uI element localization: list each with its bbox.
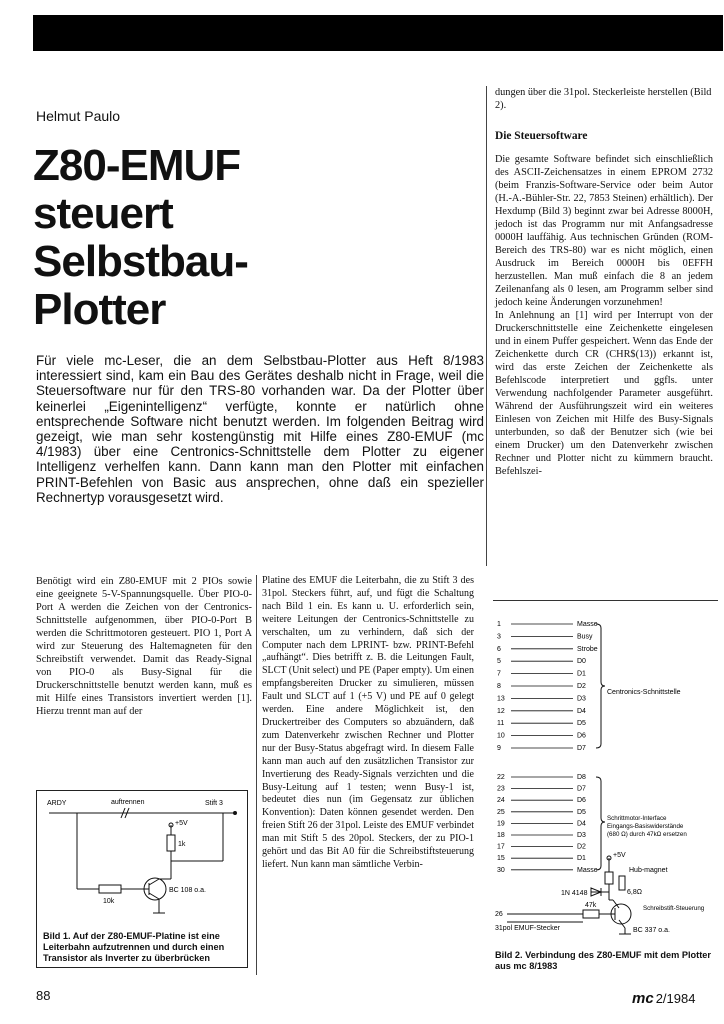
fig1-ardy-label: ARDY xyxy=(47,800,67,807)
fig2-vcc-label: +5V xyxy=(613,852,626,859)
fig2-g1-signal-8: D5 xyxy=(577,720,586,728)
section-heading: Die Steuersoftware xyxy=(495,130,588,142)
fig2-g1-pin-5: 8 xyxy=(497,683,501,690)
fig1-r2-label: 10k xyxy=(103,898,115,905)
column-divider-right xyxy=(486,86,487,566)
column-3-text-2: In Anlehnung an [1] wird per Interrupt von der Druckerschnittstelle eine Zeichenkette eingelesen und in einem Puffer gespeichert. Wenn das Ende der Zeichenkette durch CR (CHR$(13)) erkannt ist, wird das erste Zeichen der Zeichenkette als Befehlscode interpretiert und ggfls. unter Verwendung nachfolgender Parameter ausgeführt. Während der Ausführungszeit wird ein weiteres Einlesen von Zeichen mit Hilfe des Busy-Signals unterbunden, so daß der Benutzer sich (wie bei einem Drucker) um den Datenverkehr zwischen Rechner und Plotter nicht zu kümmern braucht. Befehlszei- xyxy=(495,310,713,477)
fig2-g1-signal-10: D7 xyxy=(577,745,586,752)
fig2-g2-pin-4: 19 xyxy=(497,820,505,828)
fig2-r1-label: 6,8Ω xyxy=(627,889,642,896)
fig2-g2-pin-2: 24 xyxy=(497,797,505,805)
fig2-g1-pin-3: 5 xyxy=(497,658,501,666)
column-1-text: Benötigt wird ein Z80-EMUF mit 2 PIOs sowie eine geeignete 5-V-Spannungsquelle. Über PIO-0-Port A werden die Zeichen von der Centronics-Schnittstelle aufgenommen, über PIO-0-Port B werden die Schrittmotoren gesteuert. PIO 1, Port A wird zur Steuerung des Haltemagneten für den Schreibstift verwendet. Damit das Ready-Signal von PIO-0 als Busy-Signal für die Druckerschnittstelle benutzt werden kann, muß es mit Hilfe eines Transistors invertiert werden [1]. Hierzu trennt man auf der xyxy=(36,576,252,717)
column-1 xyxy=(36,575,252,718)
column-3-intro: dungen über die 31pol. Steckerleiste herstellen (Bild 2). xyxy=(495,87,712,111)
fig2-g1-signal-2: Strobe xyxy=(577,645,598,653)
fig2-g2-pin-1: 23 xyxy=(497,785,505,793)
figure-2-group-2 xyxy=(497,774,598,874)
figure-2-schematic xyxy=(493,610,721,945)
fig2-g2-pin-5: 18 xyxy=(497,832,505,839)
fig2-g1-pin-10: 9 xyxy=(497,745,501,752)
figure-1 xyxy=(36,790,248,968)
fig2-g2-pin-6: 17 xyxy=(497,843,505,851)
fig2-g1-signal-1: Busy xyxy=(577,633,593,641)
magazine-issue xyxy=(632,990,695,1007)
column-3-text: Die gesamte Software befindet sich einschließlich des ASCII-Zeichensatzes in einem EPROM 2732 (beim Franzis-Software-Service oder beim Autor (H.-A.-Bühler-Str. 22, 7853 Steinen) erhältlich). Der Hexdump (Bild 3) beginnt zwar bei Adresse 8000H, jedoch ist das Programm nur mit Anfangsadresse 0000H lauffähig. Aus technischen Gründen (ROM-Bereich des TRS-80) war es nicht möglich, einen Ausdruck im Bereich 0000H bis 0EFFH herzustellen. Man muß einfach die 8 an jedem Zeilenanfang als 0 lesen, am Programm selber sind jedoch keine Änderungen vorzunehmen! xyxy=(495,154,713,308)
fig2-g1-signal-9: D6 xyxy=(577,732,586,740)
column-3 xyxy=(495,86,713,478)
fig2-g2-pin-3: 25 xyxy=(497,808,505,816)
fig2-g1-signal-6: D3 xyxy=(577,695,586,703)
figure-2-rule xyxy=(493,600,718,601)
fig2-g2-signal-4: D4 xyxy=(577,820,586,828)
fig2-g2-signal-1: D7 xyxy=(577,785,586,793)
fig2-g1-signal-5: D2 xyxy=(577,683,586,690)
fig2-magnet-label: Hub-magnet xyxy=(629,867,668,874)
figure-1-schematic xyxy=(37,791,249,931)
fig1-pin-label: Stift 3 xyxy=(205,800,223,807)
fig2-g1-signal-7: D4 xyxy=(577,707,586,715)
fig2-g1-pin-2: 6 xyxy=(497,645,501,653)
title-line-1: Z80-EMUF xyxy=(33,141,241,190)
fig2-diode-label: 1N 4148 xyxy=(561,890,588,897)
fig2-g2-pin-7: 15 xyxy=(497,855,505,863)
fig2-g1-pin-0: 1 xyxy=(497,621,501,628)
column-divider xyxy=(256,575,257,975)
fig2-g1-pin-6: 13 xyxy=(497,695,505,703)
fig2-pin26-label: 26 xyxy=(495,911,503,918)
fig2-group2-label-2: Eingangs-Basiswiderstände xyxy=(607,823,684,830)
fig2-g1-pin-1: 3 xyxy=(497,633,501,641)
author-name: Helmut Paulo xyxy=(36,108,121,124)
fig2-g2-signal-5: D3 xyxy=(577,832,586,839)
fig2-g1-pin-9: 10 xyxy=(497,732,505,740)
fig2-g1-pin-8: 11 xyxy=(497,720,505,728)
fig1-r1-label: 1k xyxy=(178,841,186,848)
fig2-g2-signal-6: D2 xyxy=(577,843,586,851)
fig2-g2-pin-8: 30 xyxy=(497,866,505,874)
fig2-g2-signal-0: D8 xyxy=(577,774,586,781)
fig1-cut-label: auftrennen xyxy=(111,799,145,806)
fig2-g2-pin-0: 22 xyxy=(497,774,505,781)
fig2-g1-pin-4: 7 xyxy=(497,670,501,678)
column-2 xyxy=(262,575,474,872)
header-bar xyxy=(33,15,723,51)
fig2-g2-signal-2: D6 xyxy=(577,797,586,805)
fig2-g1-pin-7: 12 xyxy=(497,707,505,715)
fig2-group2-label-1: Schrittmotor-Interface xyxy=(607,815,667,822)
fig2-r2-label: 47k xyxy=(585,902,597,909)
fig1-vcc-label: +5V xyxy=(175,820,188,827)
title-line-3: Selbstbau- xyxy=(33,237,248,286)
figure-2-group-1 xyxy=(497,621,598,752)
fig2-g2-signal-3: D5 xyxy=(577,808,586,816)
magazine-logo: mc xyxy=(632,990,654,1007)
fig2-g2-signal-7: D1 xyxy=(577,855,586,863)
figure-1-caption: Bild 1. Auf der Z80-EMUF-Platine ist eine Leiterbahn aufzutrennen und durch einen Transistor als Inverter zu überbrücken xyxy=(43,931,225,963)
fig2-g1-signal-0: Masse xyxy=(577,621,598,628)
column-2-text: Platine des EMUF die Leiterbahn, die zu Stift 3 des 31pol. Steckers führt, auf, und fügt die Schaltung nach Bild 1 ein. Es kann u. U. erforderlich sein, weitere Leitungen der Centronics-Schnittstelle zu verschalten, um zu verhindern, daß sich der Computer nach dem LPRINT- bzw. PRINT-Befehl „aufhängt“. Dies betrifft z. B. die Leitungen Fault, SLCT (Unit select) und PE (Paper empty). Um einen empfangsbereiten Drucker zu simulieren, müssen Fault und SLCT auf 1 (+5 V) und PE auf 0 gelegt werden. Eine andere Möglichkeit ist, den Druckertreiber des Computers so abzuändern, daß zum Datenverkehr zwischen Rechner und Plotter nur der Busy-Status abgefragt wird. In diesem Falle kann man auch auf den zusätzlichen Transistor zur Invertierung des Ready-Signals verzichten und die Busy-Leitung auf 1 testen; wenn Busy-1 ist, bedeutet dies nun (im Gegensatz zur üblichen Konvention): Daten können gesendet werden. Den freien Stift 26 der 31pol. Leiste des EMUF verbindet man mit Stift 5 des 20pol. Steckers, der zu PIO-1 gehört und das Bit A0 für die Schreibstiftsteuerung liefert. Nun kann man sämtliche Verbin- xyxy=(262,575,474,870)
fig2-group2-label-3: (680 Ω) durch 47kΩ ersetzen xyxy=(607,831,687,838)
lead-paragraph: Für viele mc-Leser, die an dem Selbstbau-Plotter aus Heft 8/1983 interessiert sind, kam ein Bau des Gerätes deshalb nicht in Frage, weil die Steuersoftware nur für den TRS-80 vorhanden war. Da der Plotter über keinerlei „Eigenintelligenz“ verfügte, konnte er natürlich ohne entsprechende Software nicht benutzt werden. Im folgenden Beitrag wird gezeigt, wie man sehr kostengünstig mit Hilfe eines Z80-EMUF (mc 4/1983) über eine Centronics-Schnittstelle dem Plotter zu eigener Intelligenz verhelfen kann. Dann kann man den Plotter mit einfachen PRINT-Befehlen von Basic aus ansprechen, ohne daß ein spezieller Rechnertyp vorausgesetzt wird. xyxy=(36,353,484,505)
fig2-connector-label: 31pol EMUF-Stecker xyxy=(495,925,560,932)
title-line-4: Plotter xyxy=(33,285,166,334)
fig2-g1-signal-3: D0 xyxy=(577,658,586,666)
issue-number: 2/1984 xyxy=(655,991,696,1006)
article-title xyxy=(33,142,363,334)
fig2-g1-signal-4: D1 xyxy=(577,670,586,678)
fig2-transistor-label: BC 337 o.a. xyxy=(633,927,670,934)
title-line-2: steuert xyxy=(33,189,173,238)
figure-2-caption: Bild 2. Verbindung des Z80-EMUF mit dem Plotter aus mc 8/1983 xyxy=(495,950,711,971)
page-number: 88 xyxy=(36,988,51,1003)
fig2-g2-signal-8: Masse xyxy=(577,866,598,874)
fig2-pen-label: Schreibstift-Steuerung xyxy=(643,905,705,912)
fig2-group1-label: Centronics-Schnittstelle xyxy=(607,689,681,696)
fig1-transistor-label: BC 108 o.a. xyxy=(169,887,206,894)
